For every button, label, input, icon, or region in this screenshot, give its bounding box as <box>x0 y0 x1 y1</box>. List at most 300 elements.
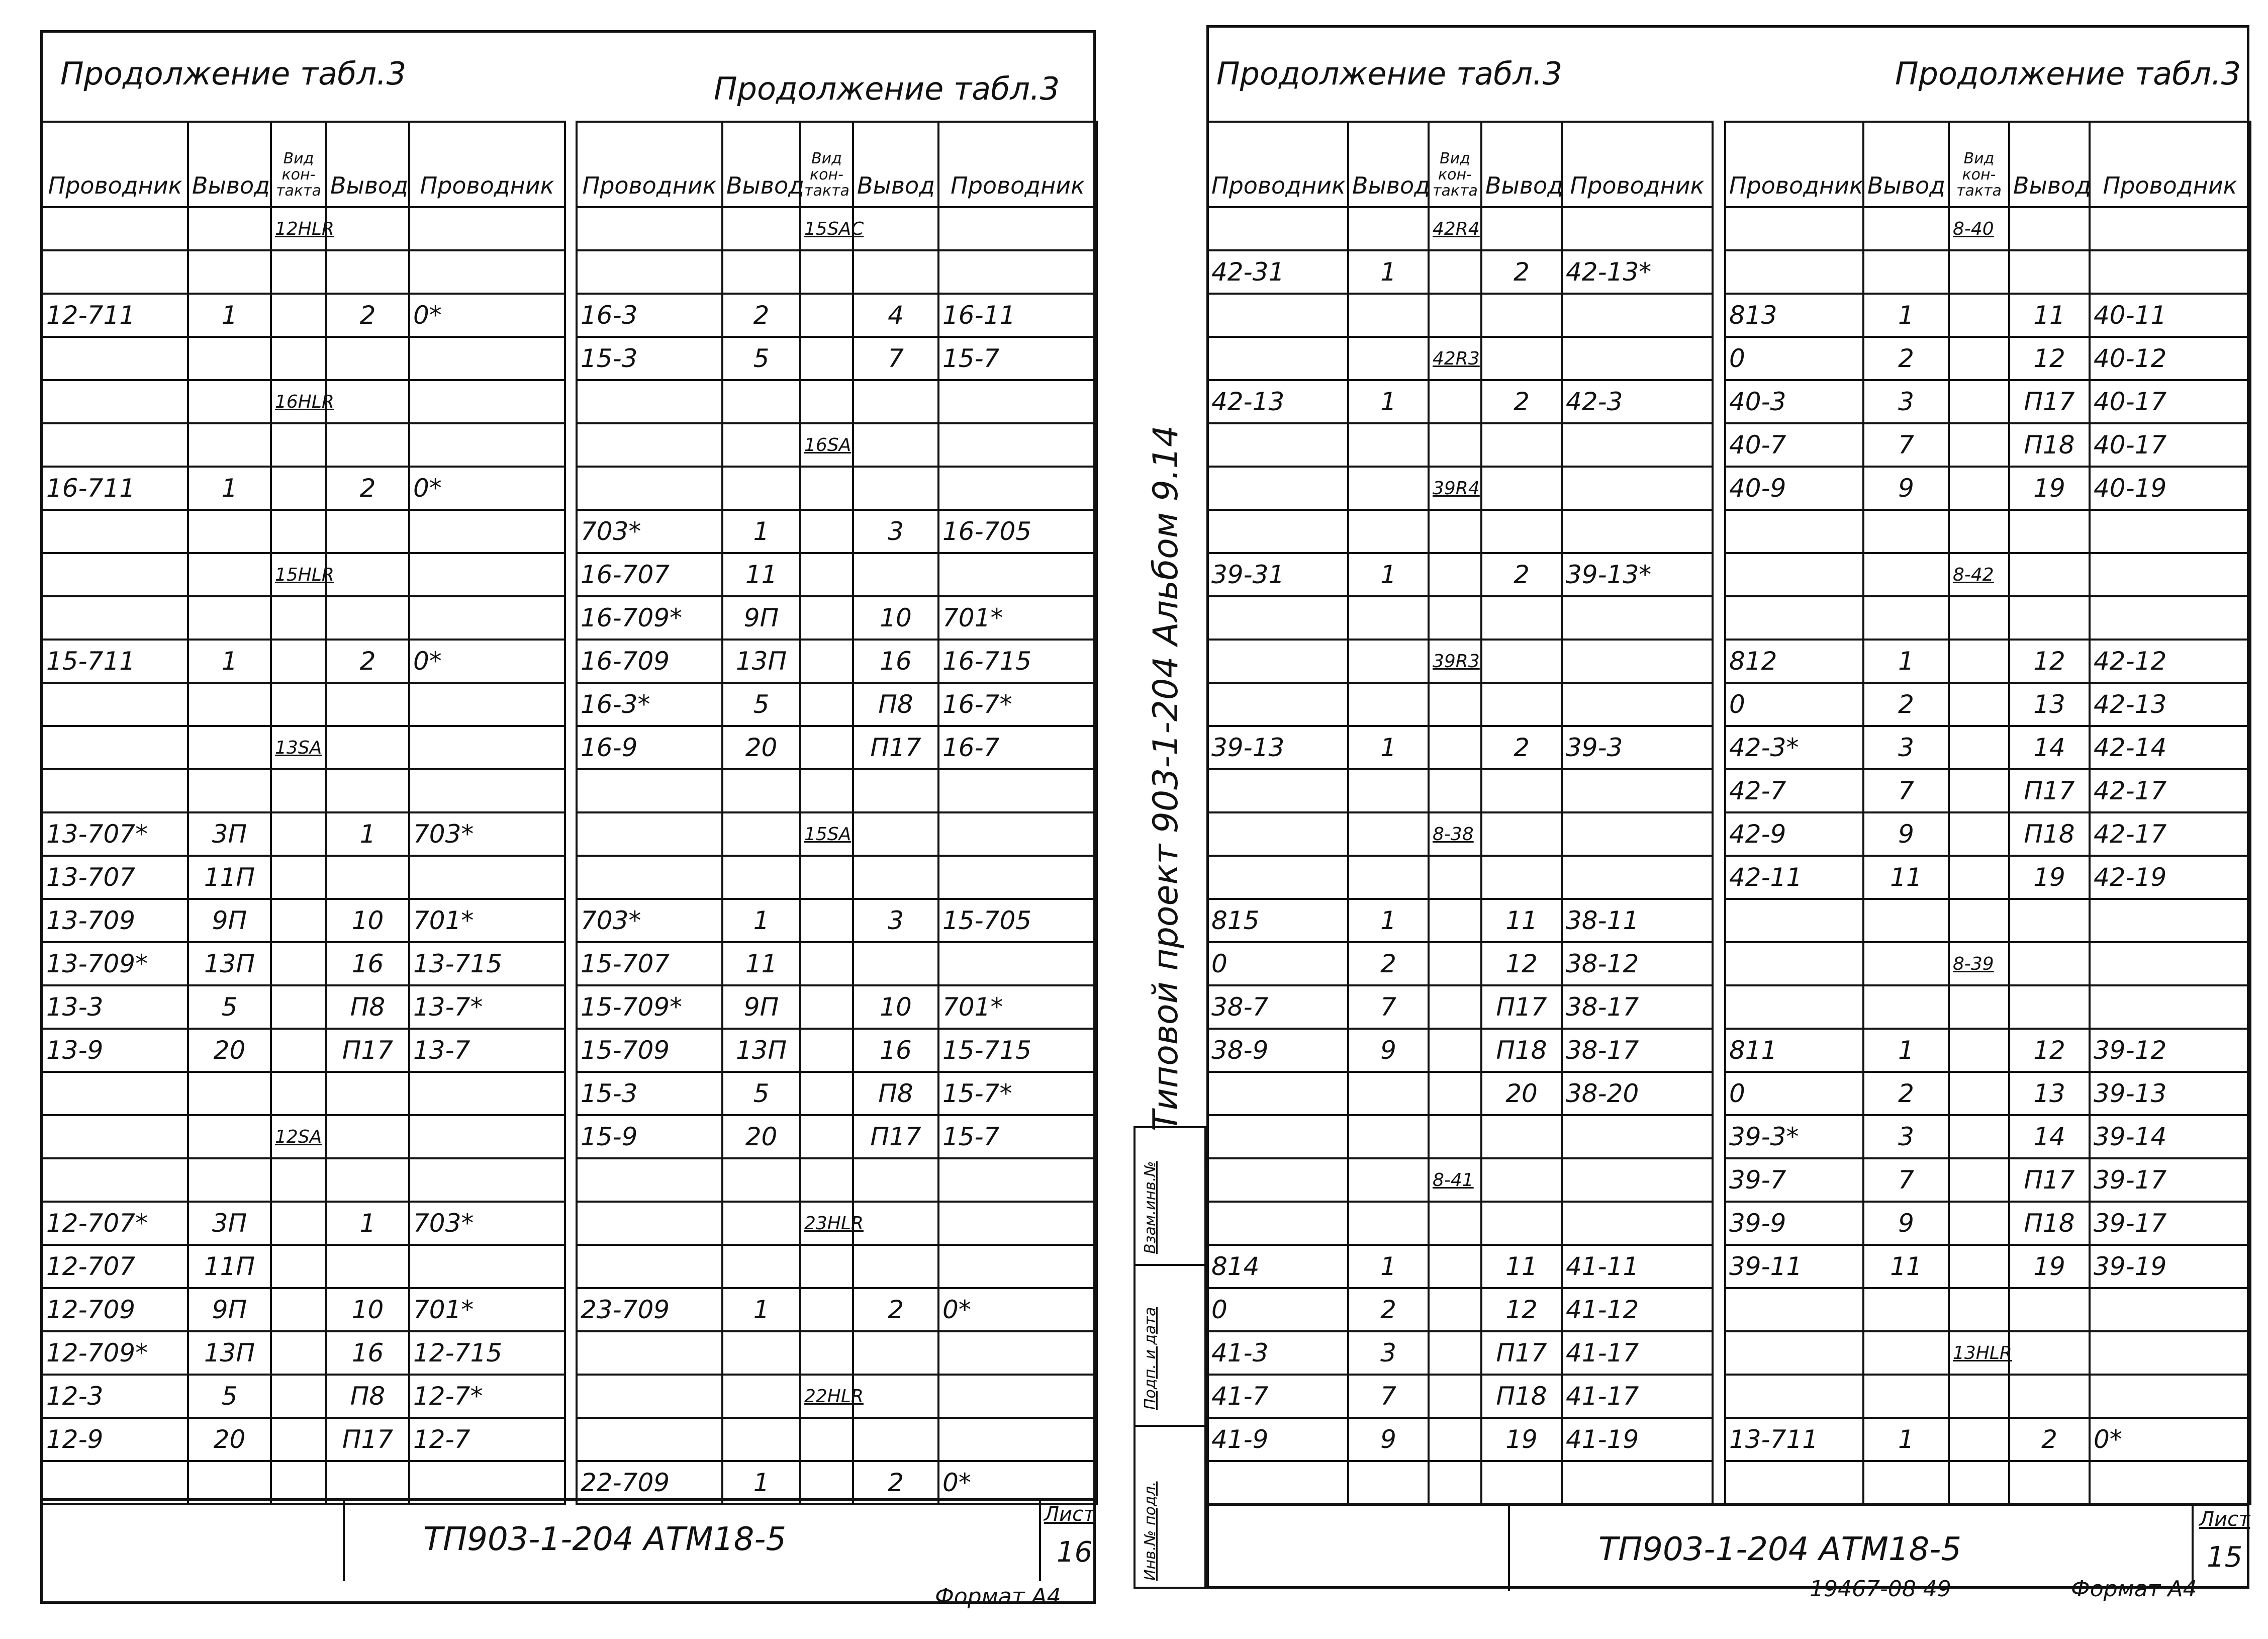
table-cell: П8 <box>326 985 409 1029</box>
table-cell: 1 <box>1863 1418 1949 1461</box>
table-cell: 16-709* <box>577 596 722 640</box>
table-cell: 42-13 <box>1207 380 1348 423</box>
table-cell <box>188 423 271 467</box>
table-cell <box>1949 1288 2009 1331</box>
table-row <box>1725 510 2250 553</box>
table-cell <box>271 985 326 1029</box>
table-cell <box>722 1418 800 1461</box>
table-cell <box>577 423 722 467</box>
table-cell: 0* <box>2090 1418 2250 1461</box>
table-cell <box>800 250 853 294</box>
table-cell: 9 <box>1863 812 1949 856</box>
table-cell <box>1562 207 1713 250</box>
table-cell: 2 <box>2009 1418 2090 1461</box>
table-cell <box>271 510 326 553</box>
table-cell <box>1481 812 1562 856</box>
table-cell <box>722 856 800 899</box>
table-row <box>1207 683 1713 726</box>
table-cell: 15-7* <box>938 1072 1097 1115</box>
table-cell: 1 <box>722 510 800 553</box>
table-cell: 39-3* <box>1725 1115 1863 1158</box>
table-cell: 13 <box>2009 683 2090 726</box>
table-row <box>42 250 565 294</box>
table-cell: 16-705 <box>938 510 1097 553</box>
table-cell: 39-13 <box>1207 726 1348 769</box>
table-row <box>577 1331 1097 1375</box>
table-cell <box>271 899 326 942</box>
left-title-block <box>41 1498 1096 1596</box>
table-row <box>1725 1072 2250 1115</box>
table-cell: 38-20 <box>1562 1072 1713 1115</box>
table-row <box>1207 769 1713 812</box>
right_sheet-header-1: Вывод <box>1863 122 1949 207</box>
table-cell <box>1863 942 1949 985</box>
table-row <box>577 812 1097 856</box>
table-row <box>1725 1418 2250 1461</box>
table-cell <box>1949 640 2009 683</box>
table-cell <box>938 250 1097 294</box>
table-cell <box>1429 1461 1481 1504</box>
table-cell: 41-7 <box>1207 1375 1348 1418</box>
section-label: 23HLR <box>800 1202 853 1245</box>
left-sheet <box>30 25 1101 1609</box>
table-cell: 7 <box>1348 1375 1429 1418</box>
table-row <box>1725 294 2250 337</box>
table-cell: 16-711 <box>42 467 188 510</box>
table-cell <box>409 856 565 899</box>
table-cell: 42-3* <box>1725 726 1863 769</box>
table-cell: 41-11 <box>1562 1245 1713 1288</box>
stamp-label-replace-inv: Взам.инв.№ <box>1142 1161 1159 1254</box>
table-cell <box>853 942 938 985</box>
table-cell <box>1949 1115 2009 1158</box>
left-sheet-label: Лист <box>1044 1503 1095 1526</box>
right-archive-number: 19467-08 49 <box>1810 1576 1951 1602</box>
table-cell <box>1207 1158 1348 1202</box>
table-cell <box>1949 726 2009 769</box>
table-cell <box>42 683 188 726</box>
table-cell <box>938 1245 1097 1288</box>
table-cell: П17 <box>1481 985 1562 1029</box>
table-cell: П17 <box>326 1029 409 1072</box>
table-cell <box>1348 467 1429 510</box>
table-cell <box>1949 856 2009 899</box>
table-row <box>42 1202 565 1245</box>
table-cell <box>1481 769 1562 812</box>
table-cell <box>409 1072 565 1115</box>
table-cell <box>409 423 565 467</box>
table-cell: 16-707 <box>577 553 722 596</box>
left_sheet-header-1: Вывод <box>188 122 271 207</box>
table-cell <box>1481 294 1562 337</box>
table-row <box>1725 812 2250 856</box>
table-cell: 19 <box>2009 856 2090 899</box>
left-title-divider <box>343 1501 345 1581</box>
table-cell <box>1863 899 1949 942</box>
table-row <box>42 1418 565 1461</box>
table-cell: 0 <box>1725 683 1863 726</box>
table-cell <box>800 726 853 769</box>
table-cell <box>938 1418 1097 1461</box>
table-cell: 39-31 <box>1207 553 1348 596</box>
table-cell <box>271 1029 326 1072</box>
left-caption-a: Продолжение табл.3 <box>60 55 407 92</box>
table-cell <box>1562 1158 1713 1202</box>
table-cell: 13-7* <box>409 985 565 1029</box>
table-cell <box>42 1115 188 1158</box>
table-cell <box>271 856 326 899</box>
table-cell <box>271 942 326 985</box>
table-cell <box>577 856 722 899</box>
section-label: 13SA <box>271 726 326 769</box>
table-cell <box>326 423 409 467</box>
table-cell <box>1481 640 1562 683</box>
table-cell <box>1429 1115 1481 1158</box>
table-cell <box>271 294 326 337</box>
table-cell <box>853 1418 938 1461</box>
table-cell <box>1725 985 1863 1029</box>
table-cell <box>853 423 938 467</box>
table-cell: 7 <box>1863 1158 1949 1202</box>
table-cell: 2 <box>1481 726 1562 769</box>
section-label: 12SA <box>271 1115 326 1158</box>
table-cell <box>1429 1245 1481 1288</box>
table-cell: 4 <box>853 294 938 337</box>
table-cell <box>1562 423 1713 467</box>
table-cell <box>577 250 722 294</box>
table-cell <box>853 769 938 812</box>
left-caption-b: Продолжение табл.3 <box>714 70 1060 107</box>
table-cell: 9 <box>1348 1029 1429 1072</box>
table-row <box>42 1029 565 1072</box>
table-cell: 39-9 <box>1725 1202 1863 1245</box>
table-cell: 701* <box>409 1288 565 1331</box>
left_sheet-header-2: Вид кон-такта <box>800 122 853 207</box>
table-row <box>42 1158 565 1202</box>
table-cell: 2 <box>326 467 409 510</box>
table-cell <box>722 467 800 510</box>
table-cell <box>1348 640 1429 683</box>
table-cell <box>2009 942 2090 985</box>
table-cell: 40-9 <box>1725 467 1863 510</box>
table-row <box>1207 1375 1713 1418</box>
table-cell <box>1207 294 1348 337</box>
table-cell <box>577 380 722 423</box>
table-cell: 10 <box>326 899 409 942</box>
table-cell: 41-17 <box>1562 1375 1713 1418</box>
table-cell <box>1949 1375 2009 1418</box>
table-cell: 814 <box>1207 1245 1348 1288</box>
table-cell <box>1207 769 1348 812</box>
table-cell: 812 <box>1725 640 1863 683</box>
table-cell: 1 <box>1863 294 1949 337</box>
table-cell: 13-707 <box>42 856 188 899</box>
table-cell <box>2090 207 2250 250</box>
table-cell <box>1725 1375 1863 1418</box>
table-cell: 15-7 <box>938 337 1097 380</box>
left-table-b <box>576 121 1098 1505</box>
table-cell <box>577 1245 722 1288</box>
table-cell <box>1725 207 1863 250</box>
table-cell <box>800 1245 853 1288</box>
table-cell: 16-709 <box>577 640 722 683</box>
table-cell <box>1725 596 1863 640</box>
table-cell <box>2090 596 2250 640</box>
table-cell <box>271 467 326 510</box>
table-cell <box>1725 942 1863 985</box>
table-cell <box>271 812 326 856</box>
table-row <box>577 1115 1097 1158</box>
table-cell <box>938 1158 1097 1202</box>
table-row <box>1725 683 2250 726</box>
table-cell: 15-3 <box>577 337 722 380</box>
table-cell <box>1348 510 1429 553</box>
section-label: 42R4 <box>1429 207 1481 250</box>
table-cell: 38-11 <box>1562 899 1713 942</box>
table-cell <box>1429 1202 1481 1245</box>
table-cell: 19 <box>1481 1418 1562 1461</box>
table-row <box>1207 1461 1713 1504</box>
table-row <box>577 1245 1097 1288</box>
table-row <box>1725 1158 2250 1202</box>
table-cell <box>1429 942 1481 985</box>
section-label: 39R4 <box>1429 467 1481 510</box>
table-cell <box>938 207 1097 250</box>
table-cell: 13-711 <box>1725 1418 1863 1461</box>
table-cell <box>1562 1202 1713 1245</box>
table-cell: 3 <box>1348 1331 1429 1375</box>
table-cell: 39-17 <box>2090 1202 2250 1245</box>
table-row <box>1725 467 2250 510</box>
table-cell <box>326 1158 409 1202</box>
table-cell: 0* <box>409 640 565 683</box>
table-cell: 1 <box>188 294 271 337</box>
table-cell <box>938 1202 1097 1245</box>
table-row <box>577 985 1097 1029</box>
table-cell: 10 <box>853 985 938 1029</box>
table-row <box>42 856 565 899</box>
table-cell: 701* <box>938 596 1097 640</box>
table-cell <box>853 250 938 294</box>
table-cell <box>800 683 853 726</box>
table-cell <box>2009 1461 2090 1504</box>
right_sheet-header-2: Вид кон-такта <box>1949 122 2009 207</box>
table-cell <box>271 1331 326 1375</box>
table-cell <box>271 640 326 683</box>
table-cell: 13-9 <box>42 1029 188 1072</box>
table-row <box>577 1029 1097 1072</box>
table-row <box>1725 250 2250 294</box>
table-cell <box>800 467 853 510</box>
table-cell <box>1481 1158 1562 1202</box>
table-cell <box>800 1158 853 1202</box>
table-cell: 39-7 <box>1725 1158 1863 1202</box>
table-row <box>577 553 1097 596</box>
table-cell: 0* <box>409 294 565 337</box>
table-cell <box>42 207 188 250</box>
table-cell: 1 <box>722 1288 800 1331</box>
table-cell <box>326 856 409 899</box>
table-cell <box>722 423 800 467</box>
table-cell <box>2009 553 2090 596</box>
left_sheet-header-2: Вид кон-такта <box>271 122 326 207</box>
table-cell <box>42 380 188 423</box>
table-cell <box>1481 207 1562 250</box>
table-cell <box>1429 1029 1481 1072</box>
table-cell <box>271 683 326 726</box>
table-cell <box>1863 1288 1949 1331</box>
table-cell: 16-715 <box>938 640 1097 683</box>
table-cell <box>938 769 1097 812</box>
table-cell: 12 <box>2009 1029 2090 1072</box>
table-cell <box>1481 467 1562 510</box>
right-caption-b: Продолжение табл.3 <box>1895 55 2241 92</box>
table-cell <box>1481 1115 1562 1158</box>
table-cell: 16 <box>326 942 409 985</box>
section-label: 8-42 <box>1949 553 2009 596</box>
table-cell <box>271 1375 326 1418</box>
table-cell: 23-709 <box>577 1288 722 1331</box>
table-row <box>1207 1245 1713 1288</box>
left_sheet-header-3: Вывод <box>853 122 938 207</box>
table-cell <box>1348 812 1429 856</box>
table-cell: 12 <box>1481 942 1562 985</box>
table-cell <box>42 1072 188 1115</box>
table-cell <box>2009 510 2090 553</box>
table-cell <box>1949 769 2009 812</box>
table-cell: 703* <box>577 899 722 942</box>
table-cell <box>409 553 565 596</box>
table-cell: 5 <box>722 1072 800 1115</box>
section-label: 16HLR <box>271 380 326 423</box>
table-cell: 1 <box>1348 726 1429 769</box>
table-cell <box>2090 899 2250 942</box>
table-cell <box>800 942 853 985</box>
table-cell: 20 <box>188 1418 271 1461</box>
table-cell: 13П <box>188 942 271 985</box>
table-cell: 42-12 <box>2090 640 2250 683</box>
table-cell <box>42 423 188 467</box>
table-row <box>42 1245 565 1288</box>
table-cell <box>1207 683 1348 726</box>
table-row <box>42 510 565 553</box>
table-cell: 11 <box>722 942 800 985</box>
table-cell <box>188 1072 271 1115</box>
right-vertical-project-text: Типовой проект 903-1-204 Альбом 9.14 <box>1146 425 1186 1131</box>
table-cell: П17 <box>853 1115 938 1158</box>
table-cell <box>853 1158 938 1202</box>
table-row <box>577 640 1097 683</box>
table-cell <box>577 207 722 250</box>
table-cell: 0* <box>409 467 565 510</box>
table-cell <box>1481 1202 1562 1245</box>
table-cell <box>853 553 938 596</box>
table-cell <box>1348 207 1429 250</box>
table-cell: 3 <box>853 899 938 942</box>
table-cell <box>188 553 271 596</box>
table-cell <box>1562 769 1713 812</box>
table-cell <box>853 1245 938 1288</box>
table-cell <box>1481 337 1562 380</box>
table-cell: 703* <box>409 812 565 856</box>
table-cell <box>1863 250 1949 294</box>
table-cell <box>326 380 409 423</box>
table-cell: 7 <box>853 337 938 380</box>
table-cell: 19 <box>2009 1245 2090 1288</box>
table-cell: 3 <box>853 510 938 553</box>
table-cell <box>271 1288 326 1331</box>
table-cell <box>409 1115 565 1158</box>
table-cell: 7 <box>1348 985 1429 1029</box>
table-row <box>1207 1288 1713 1331</box>
table-cell <box>853 1202 938 1245</box>
table-cell: 39-11 <box>1725 1245 1863 1288</box>
table-cell: 701* <box>938 985 1097 1029</box>
table-cell <box>1725 553 1863 596</box>
section-label: 39R3 <box>1429 640 1481 683</box>
table-row <box>1725 423 2250 467</box>
table-cell <box>1207 1461 1348 1504</box>
table-row <box>577 294 1097 337</box>
right_sheet-header-3: Вывод <box>2009 122 2090 207</box>
table-cell <box>2090 985 2250 1029</box>
table-cell: 39-12 <box>2090 1029 2250 1072</box>
table-cell: 1 <box>722 899 800 942</box>
table-cell <box>188 1115 271 1158</box>
table-cell: 41-12 <box>1562 1288 1713 1331</box>
table-row <box>42 207 565 250</box>
table-cell <box>188 596 271 640</box>
table-cell <box>1863 510 1949 553</box>
table-cell: 38-7 <box>1207 985 1348 1029</box>
table-cell <box>1725 1288 1863 1331</box>
table-cell: 11 <box>722 553 800 596</box>
table-row <box>42 1072 565 1115</box>
table-cell <box>1949 1158 2009 1202</box>
table-cell: 42-3 <box>1562 380 1713 423</box>
table-row <box>1725 207 2250 250</box>
table-cell <box>271 1202 326 1245</box>
table-cell <box>1207 812 1348 856</box>
table-cell <box>1863 1375 1949 1418</box>
table-cell: 13-709* <box>42 942 188 985</box>
table-cell: П17 <box>2009 769 2090 812</box>
left-drawing-code: ТП903-1-204 АТМ18-5 <box>423 1521 787 1558</box>
table-cell <box>722 769 800 812</box>
table-cell: 12-715 <box>409 1331 565 1375</box>
table-cell: 7 <box>1863 423 1949 467</box>
table-cell <box>577 1202 722 1245</box>
table-cell: П8 <box>853 683 938 726</box>
table-cell: П17 <box>326 1418 409 1461</box>
section-label: 8-38 <box>1429 812 1481 856</box>
right_sheet-header-0: Проводник <box>1207 122 1348 207</box>
table-cell <box>800 985 853 1029</box>
table-cell <box>1949 899 2009 942</box>
table-cell: 41-17 <box>1562 1331 1713 1375</box>
table-cell: 16-9 <box>577 726 722 769</box>
table-cell <box>326 596 409 640</box>
table-cell: 42-7 <box>1725 769 1863 812</box>
table-cell: 11П <box>188 1245 271 1288</box>
table-cell <box>1863 1461 1949 1504</box>
table-cell <box>2090 942 2250 985</box>
table-cell: 38-17 <box>1562 985 1713 1029</box>
table-cell: 0* <box>938 1461 1097 1504</box>
table-cell: 3П <box>188 1202 271 1245</box>
table-row <box>1725 899 2250 942</box>
table-cell <box>1207 596 1348 640</box>
